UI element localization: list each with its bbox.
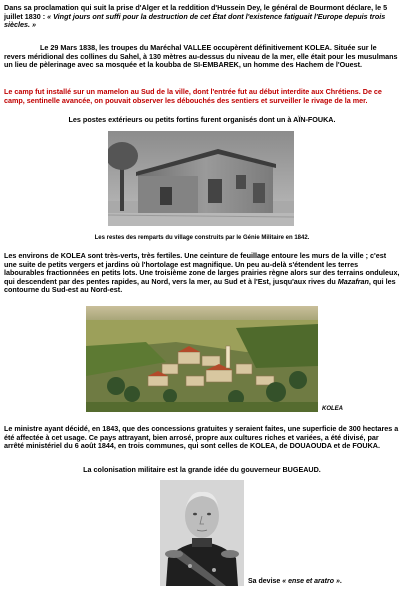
- intro-paragraph: [4, 4, 400, 30]
- camp-paragraph: Le camp fut installé sur un mamelon au Sud de la ville, dont l'entrée fut au début interdite aux Chrétiens. De ce camp, sentinelle avancée, on pouvait observer les débouchés des sentiers et surveiller le rivage de la mer.: [4, 87, 382, 105]
- colonisation-paragraph: La colonisation militaire est la grande idée du gouverneur BUGEAUD.: [83, 465, 321, 474]
- ramparts-caption: Les restes des remparts du village construits par le Génie Militaire en 1842.: [94, 235, 310, 241]
- kolea-painting: [86, 306, 318, 412]
- environs-river: Mazafran: [337, 276, 369, 286]
- motto-prefix: Sa devise: [248, 578, 283, 585]
- environs-paragraph: [4, 252, 400, 295]
- ramparts-photo: [108, 131, 294, 226]
- kolea-label: KOLEA: [322, 406, 343, 412]
- bugeaud-portrait: [160, 480, 244, 586]
- bugeaud-portrait-image: [160, 480, 244, 586]
- outposts-paragraph: Les postes extérieurs ou petits fortins furent organisés dont un à AÏN-FOUKA.: [68, 115, 336, 124]
- motto-quote: « ense et aratro »: [282, 578, 340, 585]
- intro-quote: « Vingt jours ont suffi pour la destruction de cet État dont l'existence fatiguait l'Europe depuis trois siècles. »: [4, 11, 386, 30]
- environs-text-a: Les environs de KOLEA sont très-verts, très fertiles. Une ceinture de feuillage entoure les murs de la ville ; c'est une suite de petits vergers et jardins où l'hortolage est magnifique. Un peu au-delà s'étendent les terres labourables fractionnées en petits lots. Une troisième zone de larges prairies règne alors sur des terrains onduleux, qui descendent par des pentes rapides, au Nord, vers la mer, au Sud et à l'Est, jusqu'aux rives du: [4, 251, 400, 286]
- environs-text-b: , qui les contourne du Sud-est au Nord-est.: [4, 276, 396, 295]
- motto-caption: [248, 578, 398, 585]
- intro-text: Dans sa proclamation qui suit la prise d'Alger et la reddition d'Hussein Dey, le général de Bourmont déclare, le 5 juillet 1830 :: [4, 3, 388, 21]
- concessions-paragraph: Le ministre ayant décidé, en 1843, que des concessions gratuites y seraient faites, une superficie de 300 hectares a été affectée à cet usage. Ce pays attrayant, bien arrosé, propre aux cultures riches et variées, a été divisé, par arrêté ministériel du 6 août 1844, en trois communes, qui sont celles de KOLEA, de DOUAOUDA et de FOUKA.: [4, 424, 399, 451]
- motto-period: .: [339, 578, 342, 585]
- occupation-paragraph: Le 29 Mars 1838, les troupes du Maréchal VALLEE occupèrent définitivement KOLEA. Située sur le revers méridional des collines du Sahel, à 130 mètres au-dessus du niveau de la mer, elle était pour les musulmans un lieu de pèlerinage avec sa mosquée et la koubba de SI-EMBAREK, un homme des Hachem de l'Ouest.: [4, 43, 398, 70]
- kolea-painting-image: [86, 306, 318, 412]
- ramparts-photo-image: [108, 131, 294, 226]
